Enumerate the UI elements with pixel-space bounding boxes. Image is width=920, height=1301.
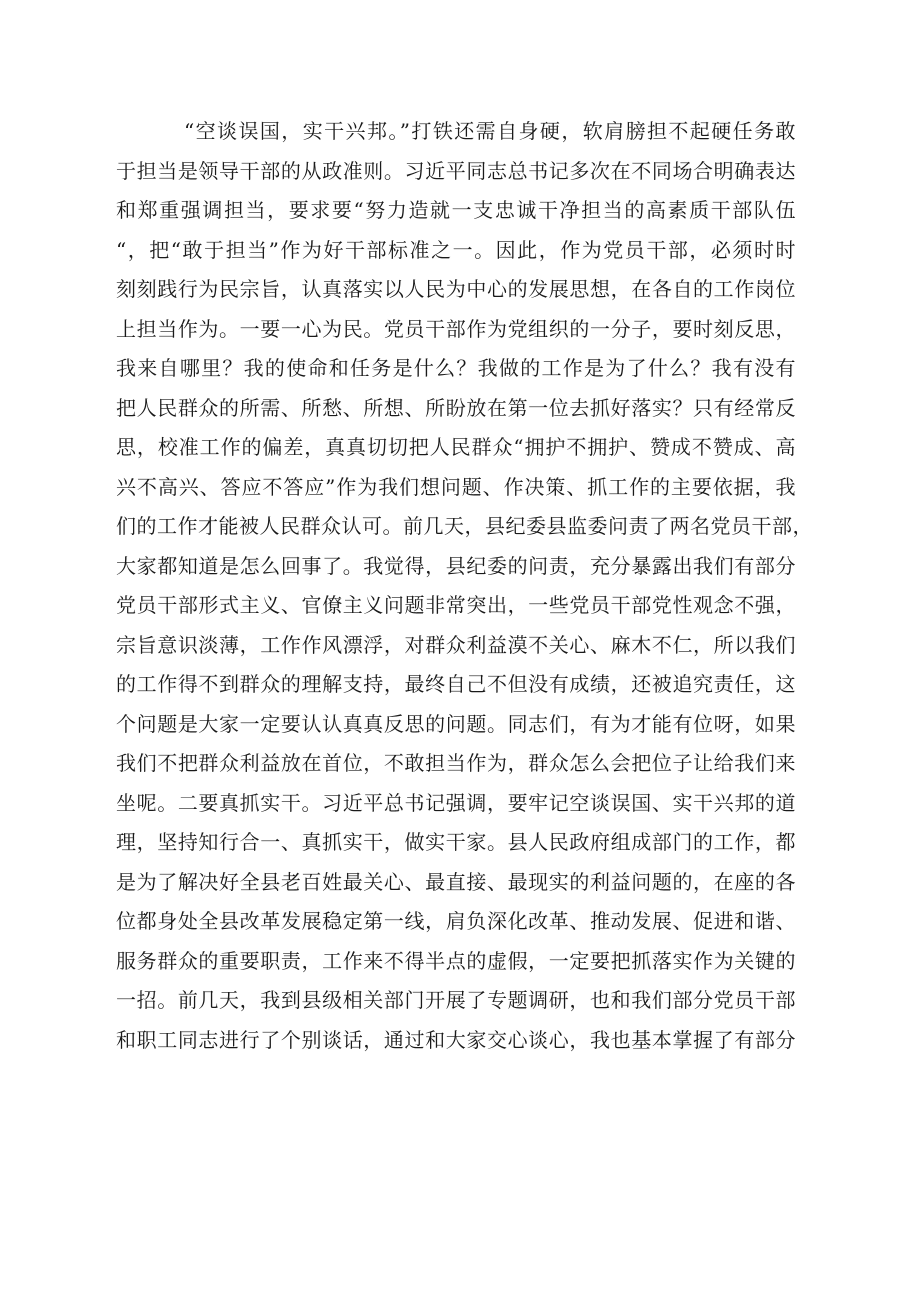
text-line: 服务群众的重要职责，工作来不得半点的虚假，一定要把抓落实作为关键的 [116,948,796,973]
text-line: 我们不把群众利益放在首位，不敢担当作为，群众怎么会把位子让给我们来 [116,751,796,775]
text-line: 们的工作才能被人民群众认可。前几天，县纪委县监委问责了两名党员干部， [116,514,813,538]
text-line: 刻刻践行为民宗旨，认真落实以人民为中心的发展思想，在各自的工作岗位 [116,277,796,301]
text-line: 的工作得不到群众的理解支持，最终自己不但没有成绩，还被追究责任，这 [116,672,796,696]
text-line: 兴不高兴、答应不答应”作为我们想问题、作决策、抓工作的主要依据，我 [116,474,796,499]
text-line: 个问题是大家一定要认认真真反思的问题。同志们，有为才能有位呀，如果 [116,711,796,736]
text-line: 宗旨意识淡薄，工作作风漂浮，对群众利益漠不关心、麻木不仁，所以我们 [116,632,796,657]
text-line: “，把“敢于担当”作为好干部标准之一。因此，作为党员干部，必须时时 [116,237,796,262]
text-line: 理，坚持知行合一、真抓实干，做实干家。县人民政府组成部门的工作，都 [116,830,796,854]
text-line: 是为了解决好全县老百姓最关心、最直接、最现实的利益问题的，在座的各 [116,869,796,894]
text-line: 坐呢。二要真抓实干。习近平总书记强调，要牢记空谈误国、实干兴邦的道 [116,790,796,815]
body-paragraph [116,112,813,1060]
text-line: 和郑重强调担当，要求要“努力造就一支忠诚干净担当的高素质干部队伍 [116,198,796,222]
text-line: 把人民群众的所需、所愁、所想、所盼放在第一位去抓好落实？只有经常反 [116,395,796,420]
text-line: “空谈误国，实干兴邦。”打铁还需自身硬，软肩膀担不起硬任务敢 [184,119,796,143]
text-line: 上担当作为。一要一心为民。党员干部作为党组织的一分子，要时刻反思， [116,316,796,341]
text-line: 大家都知道是怎么回事了。我觉得，县纪委的问责，充分暴露出我们有部分 [116,553,796,578]
text-line: 和职工同志进行了个别谈话，通过和大家交心谈心，我也基本掌握了有部分 [116,1027,796,1052]
text-line: 党员干部形式主义、官僚主义问题非常突出，一些党员干部党性观念不强， [116,593,796,617]
text-line: 思，校准工作的偏差，真真切切把人民群众“拥护不拥护、赞成不赞成、高 [116,435,796,459]
text-line: 于担当是领导干部的从政准则。习近平同志总书记多次在不同场合明确表达 [116,158,796,183]
text-line: 我来自哪里？我的使命和任务是什么？我做的工作是为了什么？我有没有 [116,356,796,380]
text-line: 位都身处全县改革发展稳定第一线，肩负深化改革、推动发展、促进和谐、 [116,909,796,933]
text-line: 一招。前几天，我到县级相关部门开展了专题调研，也和我们部分党员干部 [116,988,796,1012]
